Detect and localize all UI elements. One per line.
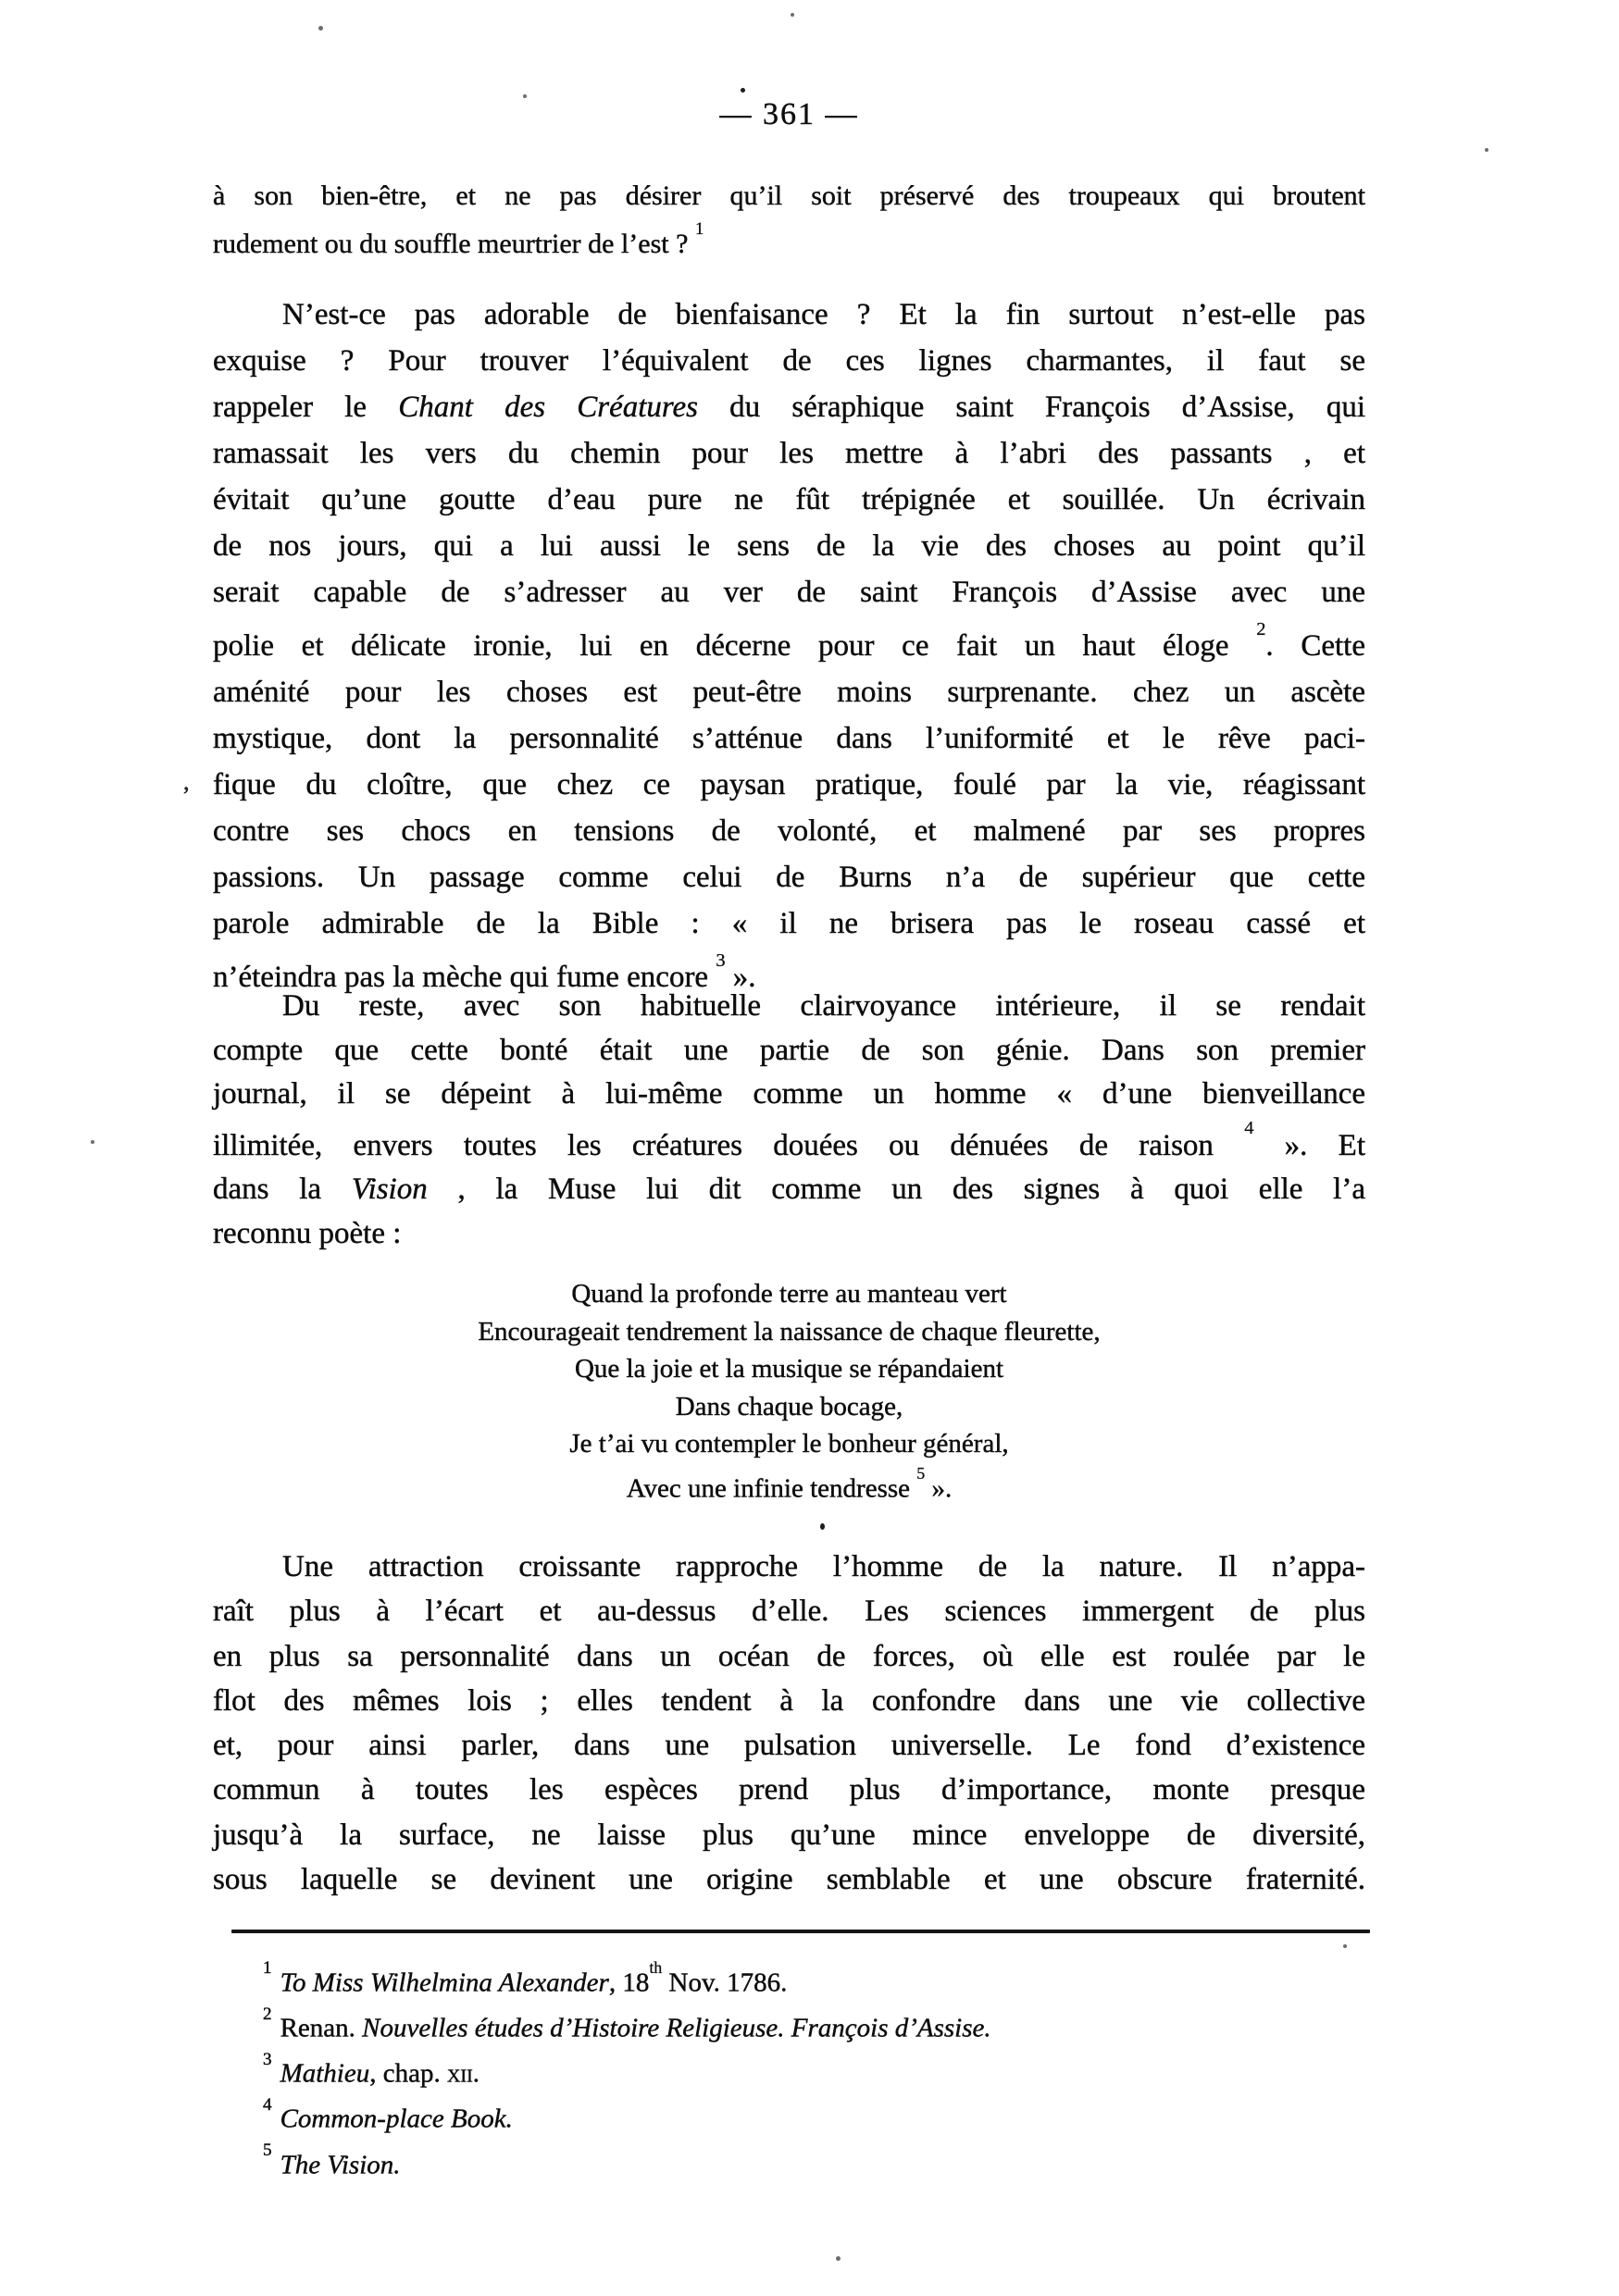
verse-line: Quand la profonde terre au manteau vert — [571, 1279, 1007, 1309]
scan-artifact — [791, 13, 794, 17]
footnote-number: 5 — [263, 2141, 272, 2161]
small-caps-chapter: xii — [446, 2058, 473, 2089]
body-line: évitait qu’une goutte d’eau pure ne fût trépignée et souillée. Un écrivain — [213, 483, 1365, 516]
footnote — [213, 2003, 1365, 2048]
body-line-text: rappeler le — [213, 391, 399, 424]
body-line — [213, 1117, 1365, 1169]
body-line-text: polie et délicate ironie, lui en décerne pour ce fait un haut éloge — [213, 629, 1257, 663]
italic-title: Common-place Book. — [280, 2104, 513, 2135]
verse-line — [213, 1463, 1365, 1508]
body-line-text: du séraphique saint François d’Assise, qui — [698, 391, 1365, 424]
scan-artifact — [836, 2256, 841, 2261]
scan-artifact — [91, 1140, 94, 1144]
block-quote — [213, 175, 1365, 265]
body-line: en plus sa personnalité dans un océan de forces, où elle est roulée par le — [213, 1639, 1365, 1673]
footnote — [213, 2140, 1365, 2185]
body-line: mystique, dont la personnalité s’atténue dans l’uniformité et le rêve paci- — [213, 722, 1365, 755]
footnote-ref-3: 3 — [716, 949, 726, 971]
body-line-text: ». Et — [1253, 1128, 1366, 1162]
footnotes — [213, 1957, 1365, 2185]
superscript-th: th — [649, 1958, 663, 1978]
footnote-number: 4 — [263, 2094, 272, 2115]
italic-title: The Vision. — [280, 2150, 401, 2180]
footnote-ref-2: 2 — [1256, 618, 1266, 639]
italic-title: Chant des Créatures — [398, 391, 699, 424]
footnote-text: Nov. 1786. — [662, 1967, 788, 1998]
scan-artifact: , — [183, 768, 190, 795]
paragraph-2 — [213, 985, 1365, 1256]
verse-line: Je t’ai vu contempler le bonheur général, — [569, 1429, 1009, 1458]
quote-line — [213, 217, 1365, 265]
body-line-text: , la Muse lui dit comme un des signes à quoi elle l’a — [427, 1173, 1365, 1206]
footnote — [213, 1957, 1365, 2003]
italic-title: Mathieu — [280, 2058, 370, 2089]
body-line: Une attraction croissante rapproche l’homme de la nature. Il n’appa- — [282, 1550, 1365, 1583]
body-line: compte que cette bonté était une partie de son génie. Dans son premier — [213, 1033, 1365, 1067]
body-line: commun à toutes les espèces prend plus d’importance, monte presque — [213, 1773, 1365, 1807]
footnote-number: 3 — [263, 2049, 272, 2069]
quote-line-text: rudement ou du souffle meurtrier de l’est ? — [213, 229, 695, 259]
body-line: N’est-ce pas adorable de bienfaisance ? Et la fin surtout n’est-elle pas — [282, 298, 1365, 331]
body-line: aménité pour les choses est peut-être moins surprenante. chez un ascète — [213, 676, 1365, 709]
scan-artifact — [1343, 1944, 1347, 1948]
body-line: fique du cloître, que chez ce paysan pratique, foulé par la vie, réagissant — [213, 768, 1365, 801]
body-line-text: n’éteindra pas la mèche qui fume encore — [213, 961, 716, 994]
footnote — [213, 2093, 1365, 2139]
footnote-ref-5: 5 — [916, 1463, 926, 1483]
body-line: sous laquelle se devinent une origine semblable et une obscure fraternité. — [213, 1863, 1365, 1897]
body-line — [213, 384, 1365, 430]
body-line: de nos jours, qui a lui aussi le sens de la vie des choses au point qu’il — [213, 529, 1365, 563]
page-number: — 361 — — [719, 97, 859, 131]
footnote-text: , 18 — [608, 1967, 650, 1998]
verse-line: Dans chaque bocage, — [675, 1391, 903, 1421]
body-line: exquise ? Pour trouver l’équivalent de ces lignes charmantes, il faut se — [213, 344, 1365, 378]
italic-title: Nouvelles études d’Histoire Religieuse. François d’Assise. — [362, 2013, 991, 2043]
footnote-separator — [231, 1930, 1370, 1933]
footnote-text: . — [472, 2058, 479, 2089]
quote-line: à son bien-être, et ne pas désirer qu’il soit préservé des troupeaux qui broutent — [213, 180, 1365, 211]
body-line — [213, 1168, 1365, 1212]
body-line-text: illimitée, envers toutes les créatures douées ou dénuées de raison — [213, 1128, 1245, 1162]
verse-block — [213, 1275, 1365, 1508]
body-line: flot des mêmes lois ; elles tendent à la confondre dans une vie collective — [213, 1683, 1365, 1718]
body-line-text: ». — [725, 961, 756, 994]
italic-title: To Miss Wilhelmina Alexander — [280, 1967, 609, 1998]
body-line: ramassait les vers du chemin pour les mettre à l’abri des passants , et — [213, 437, 1365, 470]
footnote-text: , chap. — [369, 2058, 447, 2089]
body-line: jusqu’à la surface, ne laisse plus qu’une mince enveloppe de diversité, — [213, 1818, 1365, 1852]
body-line: Du reste, avec son habituelle clairvoyance intérieure, il se rendait — [282, 989, 1365, 1023]
footnote-number: 2 — [263, 2004, 272, 2024]
italic-title: Vision — [351, 1173, 428, 1206]
paragraph-1 — [213, 292, 1365, 1000]
body-line: serait capable de s’adresser au ver de saint François d’Assise avec une — [213, 576, 1365, 609]
verse-line-text: Avec une infinie tendresse — [626, 1473, 917, 1504]
scan-artifact — [1485, 148, 1488, 152]
footnote-number: 1 — [263, 1958, 272, 1979]
body-line: journal, il se dépeint à lui-même comme un homme « d’une bienveillance — [213, 1077, 1365, 1111]
body-line: et, pour ainsi parler, dans une pulsation universelle. Le fond d’existence — [213, 1729, 1365, 1763]
footnote-text: Renan. — [280, 2013, 363, 2043]
body-line: reconnu poète : — [213, 1216, 402, 1250]
footnote-ref-4: 4 — [1244, 1118, 1254, 1139]
scan-artifact — [741, 88, 745, 93]
scan-artifact — [820, 1523, 825, 1530]
footnote — [213, 2048, 1365, 2093]
verse-line: Encourageait tendrement la naissance de chaque fleurette, — [478, 1316, 1101, 1347]
scan-artifact — [523, 94, 527, 98]
body-line-text: . Cette — [1265, 629, 1365, 663]
verse-line-text: ». — [925, 1473, 953, 1504]
footnote-ref-1: 1 — [694, 218, 704, 239]
body-line-text: dans la — [213, 1173, 352, 1206]
body-line — [213, 615, 1365, 669]
verse-line: Que la joie et la musique se répandaient — [574, 1354, 1004, 1384]
body-line: passions. Un passage comme celui de Burns n’a de supérieur que cette — [213, 861, 1365, 894]
body-line: contre ses chocs en tensions de volonté, et malmené par ses propres — [213, 814, 1365, 848]
scan-artifact — [318, 26, 323, 31]
body-line: parole admirable de la Bible : « il ne brisera pas le roseau cassé et — [213, 907, 1365, 940]
paragraph-3 — [213, 1545, 1365, 1902]
body-line: raît plus à l’écart et au-dessus d’elle. Les sciences immergent de plus — [213, 1595, 1365, 1629]
